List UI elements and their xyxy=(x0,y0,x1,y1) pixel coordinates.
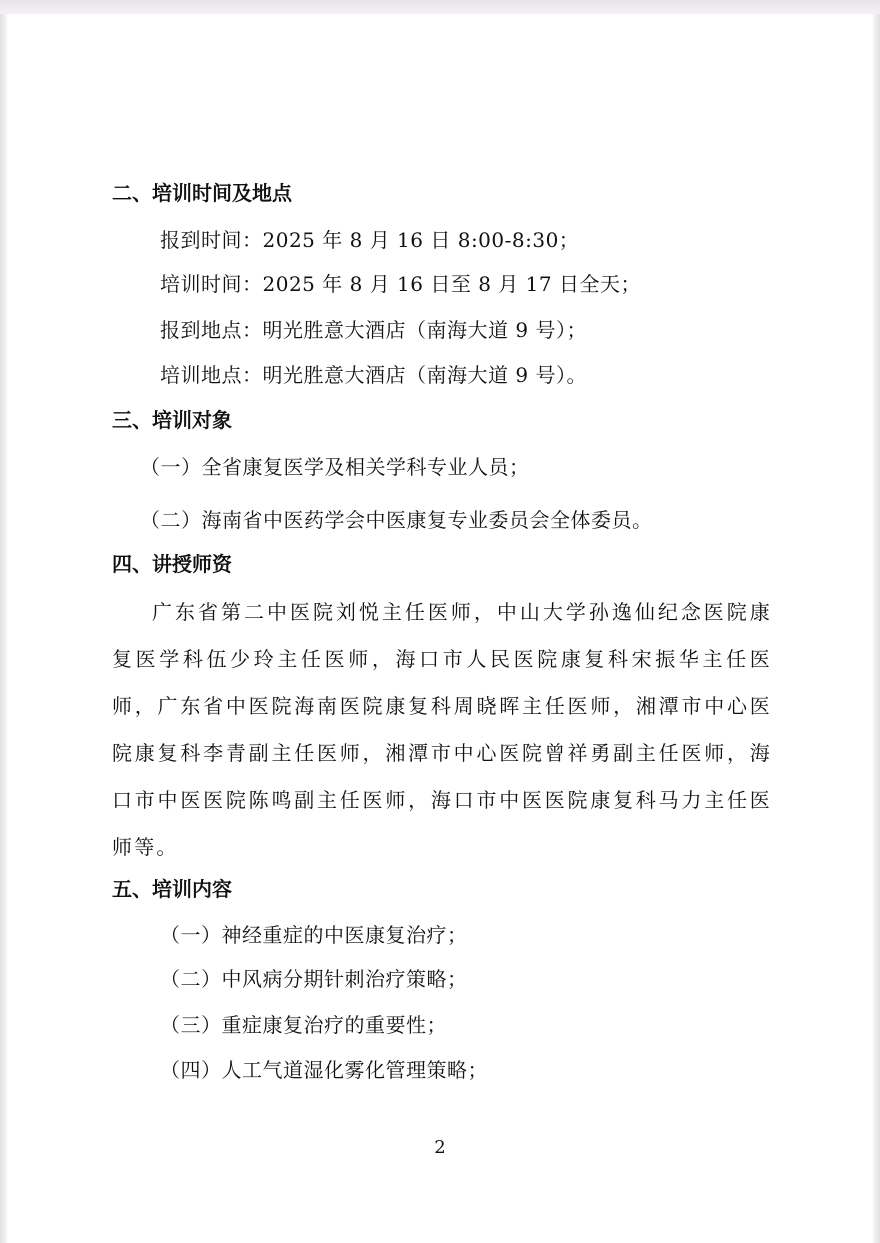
viewer-top-edge xyxy=(0,0,880,14)
section-heading-time-location: 二、培训时间及地点 xyxy=(112,181,292,205)
viewer-left-edge xyxy=(0,14,7,1243)
section-heading-content: 五、培训内容 xyxy=(112,877,232,901)
viewer-right-edge xyxy=(873,14,880,1243)
section-heading-lecturers: 四、讲授师资 xyxy=(112,552,232,576)
registration-location-line: 报到地点：明光胜意大酒店（南海大道 9 号）； xyxy=(160,318,587,342)
content-item: （三）重症康复治疗的重要性； xyxy=(160,1013,447,1037)
registration-time-line: 报到时间：2025 年 8 月 16 日 8:00-8:30； xyxy=(160,228,580,252)
content-item: （四）人工气道湿化雾化管理策略； xyxy=(160,1058,488,1082)
page-number: 2 xyxy=(434,1137,446,1158)
training-time-line: 培训时间：2025 年 8 月 16 日至 8 月 17 日全天； xyxy=(160,272,641,296)
content-item: （二）中风病分期针刺治疗策略； xyxy=(160,967,468,991)
content-item: （一）神经重症的中医康复治疗； xyxy=(160,923,468,947)
section-heading-audience: 三、培训对象 xyxy=(112,408,232,432)
audience-item: （一）全省康复医学及相关学科专业人员； xyxy=(140,455,530,479)
audience-item: （二）海南省中医药学会中医康复专业委员会全体委员。 xyxy=(140,508,653,532)
lecturers-paragraph: 广东省第二中医院刘悦主任医师，中山大学孙逸仙纪念医院康复医学科伍少玲主任医师，海口市人民医院康复科宋振华主任医师，广东省中医院海南医院康复科周晓晖主任医师，湘潭市中心医院康复科李青副主任医师，湘潭市中心医院曾祥勇副主任医师，海口市中医医院陈鸣副主任医师，海口市中医医院康复科马力主任医师等。 xyxy=(112,600,772,859)
training-location-line: 培训地点：明光胜意大酒店（南海大道 9 号）。 xyxy=(160,363,587,387)
